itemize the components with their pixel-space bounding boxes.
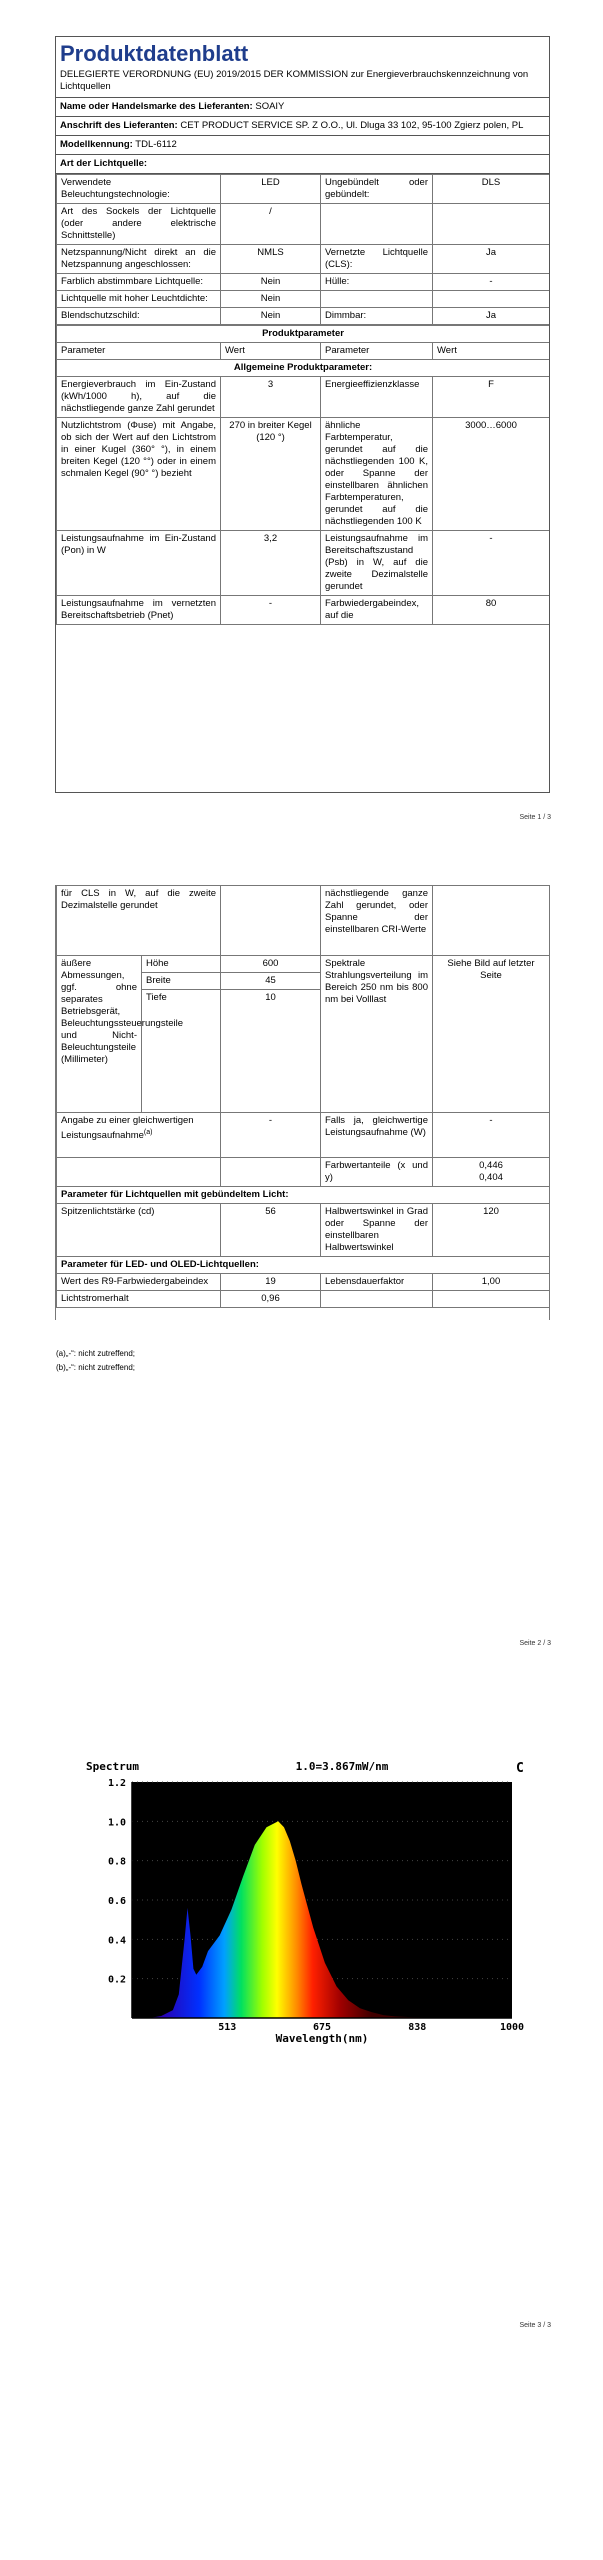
param-left: Blendschutzschild: — [57, 308, 221, 325]
params-table — [56, 325, 550, 625]
table-row — [57, 886, 550, 956]
value-left: Nein — [221, 291, 321, 308]
table-row — [57, 956, 550, 973]
table-row — [57, 308, 550, 325]
supplier-address-label: Anschrift des Lieferanten: — [60, 120, 178, 131]
survival-factor-value: 1,00 — [433, 1274, 550, 1291]
empty-cell — [433, 1291, 550, 1308]
x-tick-label: 675 — [312, 2022, 332, 2033]
page-2-frame — [55, 885, 550, 1320]
cont-param-right: nächstliegende ganze Zahl gerundet, oder Spanne der einstellbaren CRI-Werte — [321, 886, 433, 956]
led-header: Parameter für LED- und OLED-Lichtquellen: — [57, 1257, 550, 1274]
param-right: Farbwiedergabeindex, auf die — [321, 596, 433, 625]
param-right: Hülle: — [321, 274, 433, 291]
supplier-address-row — [56, 117, 549, 136]
value-right: - — [433, 531, 550, 596]
chromaticity-values — [433, 1158, 550, 1187]
y-axis-label: Spectrum — [86, 1760, 139, 1773]
x-tick-label: 350 — [122, 2022, 142, 2033]
value-right: DLS — [433, 175, 550, 204]
y-tick-label: 0.2 — [107, 1974, 126, 1986]
param-right: Ungebündelt oder gebündelt: — [321, 175, 433, 204]
table-row — [57, 204, 550, 245]
table-row — [57, 245, 550, 274]
footnote-a: (a)„-“: nicht zutreffend; — [56, 1349, 135, 1358]
type-header-text: Art der Lichtquelle: — [60, 158, 148, 169]
param-right: Dimmbar: — [321, 308, 433, 325]
chart-corner-mark: C — [516, 1761, 524, 1776]
y-tick-label: 0.8 — [107, 1856, 126, 1868]
param-right: Leistungsaufnahme im Bereitschaftszustand (Psb) in W, auf die zweite Dezimalstelle gerundet — [321, 531, 433, 596]
value-right: F — [433, 377, 550, 418]
params-table-continued — [56, 885, 550, 1308]
value-left: 270 in breiter Kegel (120 °) — [221, 418, 321, 531]
param-left: Leistungsaufnahme im vernetzten Bereitschaftsbetrieb (Pnet) — [57, 596, 221, 625]
page-1-frame — [55, 36, 550, 793]
regulation-intro: DELEGIERTE VERORDNUNG (EU) 2019/2015 DER KOMMISSION zur Energieverbrauchskennzeichnung von Lichtquellen — [56, 69, 549, 98]
product-params-header: Produktparameter — [57, 326, 550, 343]
table-row — [57, 1158, 550, 1187]
equivalent-power-footnote-ref: (a) — [143, 1129, 153, 1136]
value-left: Nein — [221, 274, 321, 291]
value-right: - — [433, 274, 550, 291]
peak-intensity-value: 56 — [221, 1204, 321, 1257]
equivalent-power-w-value: - — [433, 1113, 550, 1158]
cont-value-right — [433, 886, 550, 956]
x-tick-label: 838 — [408, 2022, 427, 2033]
dim-value-height: 600 — [221, 956, 321, 973]
page-number-3: Seite 3 / 3 — [519, 2322, 551, 2329]
value-right: 3000…6000 — [433, 418, 550, 531]
table-row — [57, 377, 550, 418]
general-params-header: Allgemeine Produktparameter: — [57, 360, 550, 377]
page-2 — [0, 870, 603, 1690]
param-left: Nutzlichtstrom (Φuse) mit Angabe, ob sich der Wert auf den Lichtstrom in einer Kugel (360° °), in einem breiten Kegel (120 °°) oder in einem schmalen Kegel (90° °) bezieht — [57, 418, 221, 531]
footnote-b: (b)„-“: nicht zutreffend; — [56, 1363, 135, 1372]
dimensions-label: äußere Abmessungen, ggf. ohne separates Betriebsgerät, Beleuchtungssteuerungsteile und Nicht-Beleuchtungsteile (Millimeter) — [57, 956, 142, 1113]
param-left: Energieverbrauch im Ein-Zustand (kWh/1000 h), auf die nächstliegende ganze Zahl gerundet — [57, 377, 221, 418]
equivalent-power-w-label: Falls ja, gleichwertige Leistungsaufnahme (W) — [321, 1113, 433, 1158]
directional-header: Parameter für Lichtquellen mit gebündeltem Licht: — [57, 1187, 550, 1204]
y-tick-label: 1.2 — [107, 1778, 126, 1789]
value-right — [433, 204, 550, 245]
value-left: 3,2 — [221, 531, 321, 596]
value-left: 3 — [221, 377, 321, 418]
spectral-label: Spektrale Strahlungsverteilung im Bereich 250 nm bis 800 nm bei Volllast — [321, 956, 433, 1113]
supplier-name-label: Name oder Handelsmarke des Lieferanten: — [60, 101, 253, 112]
chromaticity-x: 0,446 — [479, 1160, 503, 1171]
value-left: LED — [221, 175, 321, 204]
model-value: TDL-6112 — [135, 139, 177, 150]
param-left: Netzspannung/Nicht direkt an die Netzspannung angeschlossen: — [57, 245, 221, 274]
table-row — [57, 1113, 550, 1158]
x-tick-label: 513 — [218, 2022, 237, 2033]
type-table — [56, 174, 550, 325]
survival-factor-label: Lebensdauerfaktor — [321, 1274, 433, 1291]
table-row — [57, 175, 550, 204]
empty-cell — [221, 1158, 321, 1187]
dim-name-depth: Tiefe — [142, 990, 221, 1113]
table-row — [57, 596, 550, 625]
param-left: Farblich abstimmbare Lichtquelle: — [57, 274, 221, 291]
model-row — [56, 136, 549, 155]
table-row — [57, 531, 550, 596]
chart-title: 1.0=3.867mW/nm — [295, 1760, 389, 1773]
table-row — [57, 1291, 550, 1308]
value-left: - — [221, 596, 321, 625]
table-row — [57, 274, 550, 291]
equivalent-power-label — [57, 1113, 221, 1158]
equivalent-power-text: Angabe zu einer gleichwertigen Leistungsaufnahme — [61, 1115, 194, 1142]
col-header-value: Wert — [221, 343, 321, 360]
lumen-maintenance-label: Lichtstromerhalt — [57, 1291, 221, 1308]
table-row — [57, 1204, 550, 1257]
chromaticity-y: 0,404 — [479, 1172, 503, 1183]
col-header-parameter-2: Parameter — [321, 343, 433, 360]
spectral-value: Siehe Bild auf letzter Seite — [433, 956, 550, 1113]
empty-cell — [57, 1158, 221, 1187]
y-tick-label: 0.4 — [107, 1935, 126, 1947]
peak-intensity-label: Spitzenlichtstärke (cd) — [57, 1204, 221, 1257]
param-left: Art des Sockels der Lichtquelle (oder andere elektrische Schnittstelle) — [57, 204, 221, 245]
table-row — [57, 1274, 550, 1291]
table-row — [57, 291, 550, 308]
r9-label: Wert des R9-Farbwiedergabeindex — [57, 1274, 221, 1291]
value-right: Ja — [433, 308, 550, 325]
dim-name-width: Breite — [142, 973, 221, 990]
beam-angle-value: 120 — [433, 1204, 550, 1257]
beam-angle-label: Halbwertswinkel in Grad oder Spanne der einstellbaren Halbwertswinkel — [321, 1204, 433, 1257]
value-right: Ja — [433, 245, 550, 274]
dim-value-depth: 10 — [221, 990, 321, 1113]
y-tick-label: 0.6 — [107, 1896, 126, 1907]
param-left: Leistungsaufnahme im Ein-Zustand (Pon) in W — [57, 531, 221, 596]
value-right — [433, 291, 550, 308]
y-tick-label: 1.0 — [107, 1817, 126, 1829]
param-left: Verwendete Beleuchtungstechnologie: — [57, 175, 221, 204]
cont-value-left — [221, 886, 321, 956]
supplier-address-value: CET PRODUCT SERVICE SP. Z O.O., Ul. Dluga 33 102, 95-100 Zgierz polen, PL — [180, 120, 524, 131]
col-header-value-2: Wert — [433, 343, 550, 360]
dim-name-height: Höhe — [142, 956, 221, 973]
table-row — [57, 418, 550, 531]
col-header-parameter: Parameter — [57, 343, 221, 360]
cont-param-left: für CLS in W, auf die zweite Dezimalstelle gerundet — [57, 886, 221, 956]
param-right: Energieeffizienzklasse — [321, 377, 433, 418]
lumen-maintenance-value: 0,96 — [221, 1291, 321, 1308]
type-header — [56, 155, 549, 174]
value-left: Nein — [221, 308, 321, 325]
param-right — [321, 291, 433, 308]
model-label: Modellkennung: — [60, 139, 133, 150]
equivalent-power-value: - — [221, 1113, 321, 1158]
spectrum-chart — [82, 1756, 532, 2046]
value-right: 80 — [433, 596, 550, 625]
value-left: / — [221, 204, 321, 245]
dim-value-width: 45 — [221, 973, 321, 990]
page-1 — [0, 0, 603, 840]
param-right — [321, 204, 433, 245]
param-right: ähnliche Farbtemperatur, gerundet auf die nächstliegenden 100 K, oder Spanne der einstellbaren ähnlichen Farbtemperaturen, gerundet auf die nächstliegenden 100 K — [321, 418, 433, 531]
page-title: Produktdatenblatt — [60, 41, 249, 66]
value-left: NMLS — [221, 245, 321, 274]
param-right: Vernetzte Lichtquelle (CLS): — [321, 245, 433, 274]
page-number-1: Seite 1 / 3 — [519, 814, 551, 821]
supplier-name-row — [56, 98, 549, 117]
page-number-2: Seite 2 / 3 — [519, 1640, 551, 1647]
param-left: Lichtquelle mit hoher Leuchtdichte: — [57, 291, 221, 308]
x-tick-label: 1000 — [499, 2022, 525, 2033]
chromaticity-label: Farbwertanteile (x und y) — [321, 1158, 433, 1187]
page-3 — [0, 1720, 603, 2560]
r9-value: 19 — [221, 1274, 321, 1291]
x-axis-label: Wavelength(nm) — [275, 2032, 369, 2045]
empty-cell — [321, 1291, 433, 1308]
supplier-name-value: SOAIY — [255, 101, 285, 112]
